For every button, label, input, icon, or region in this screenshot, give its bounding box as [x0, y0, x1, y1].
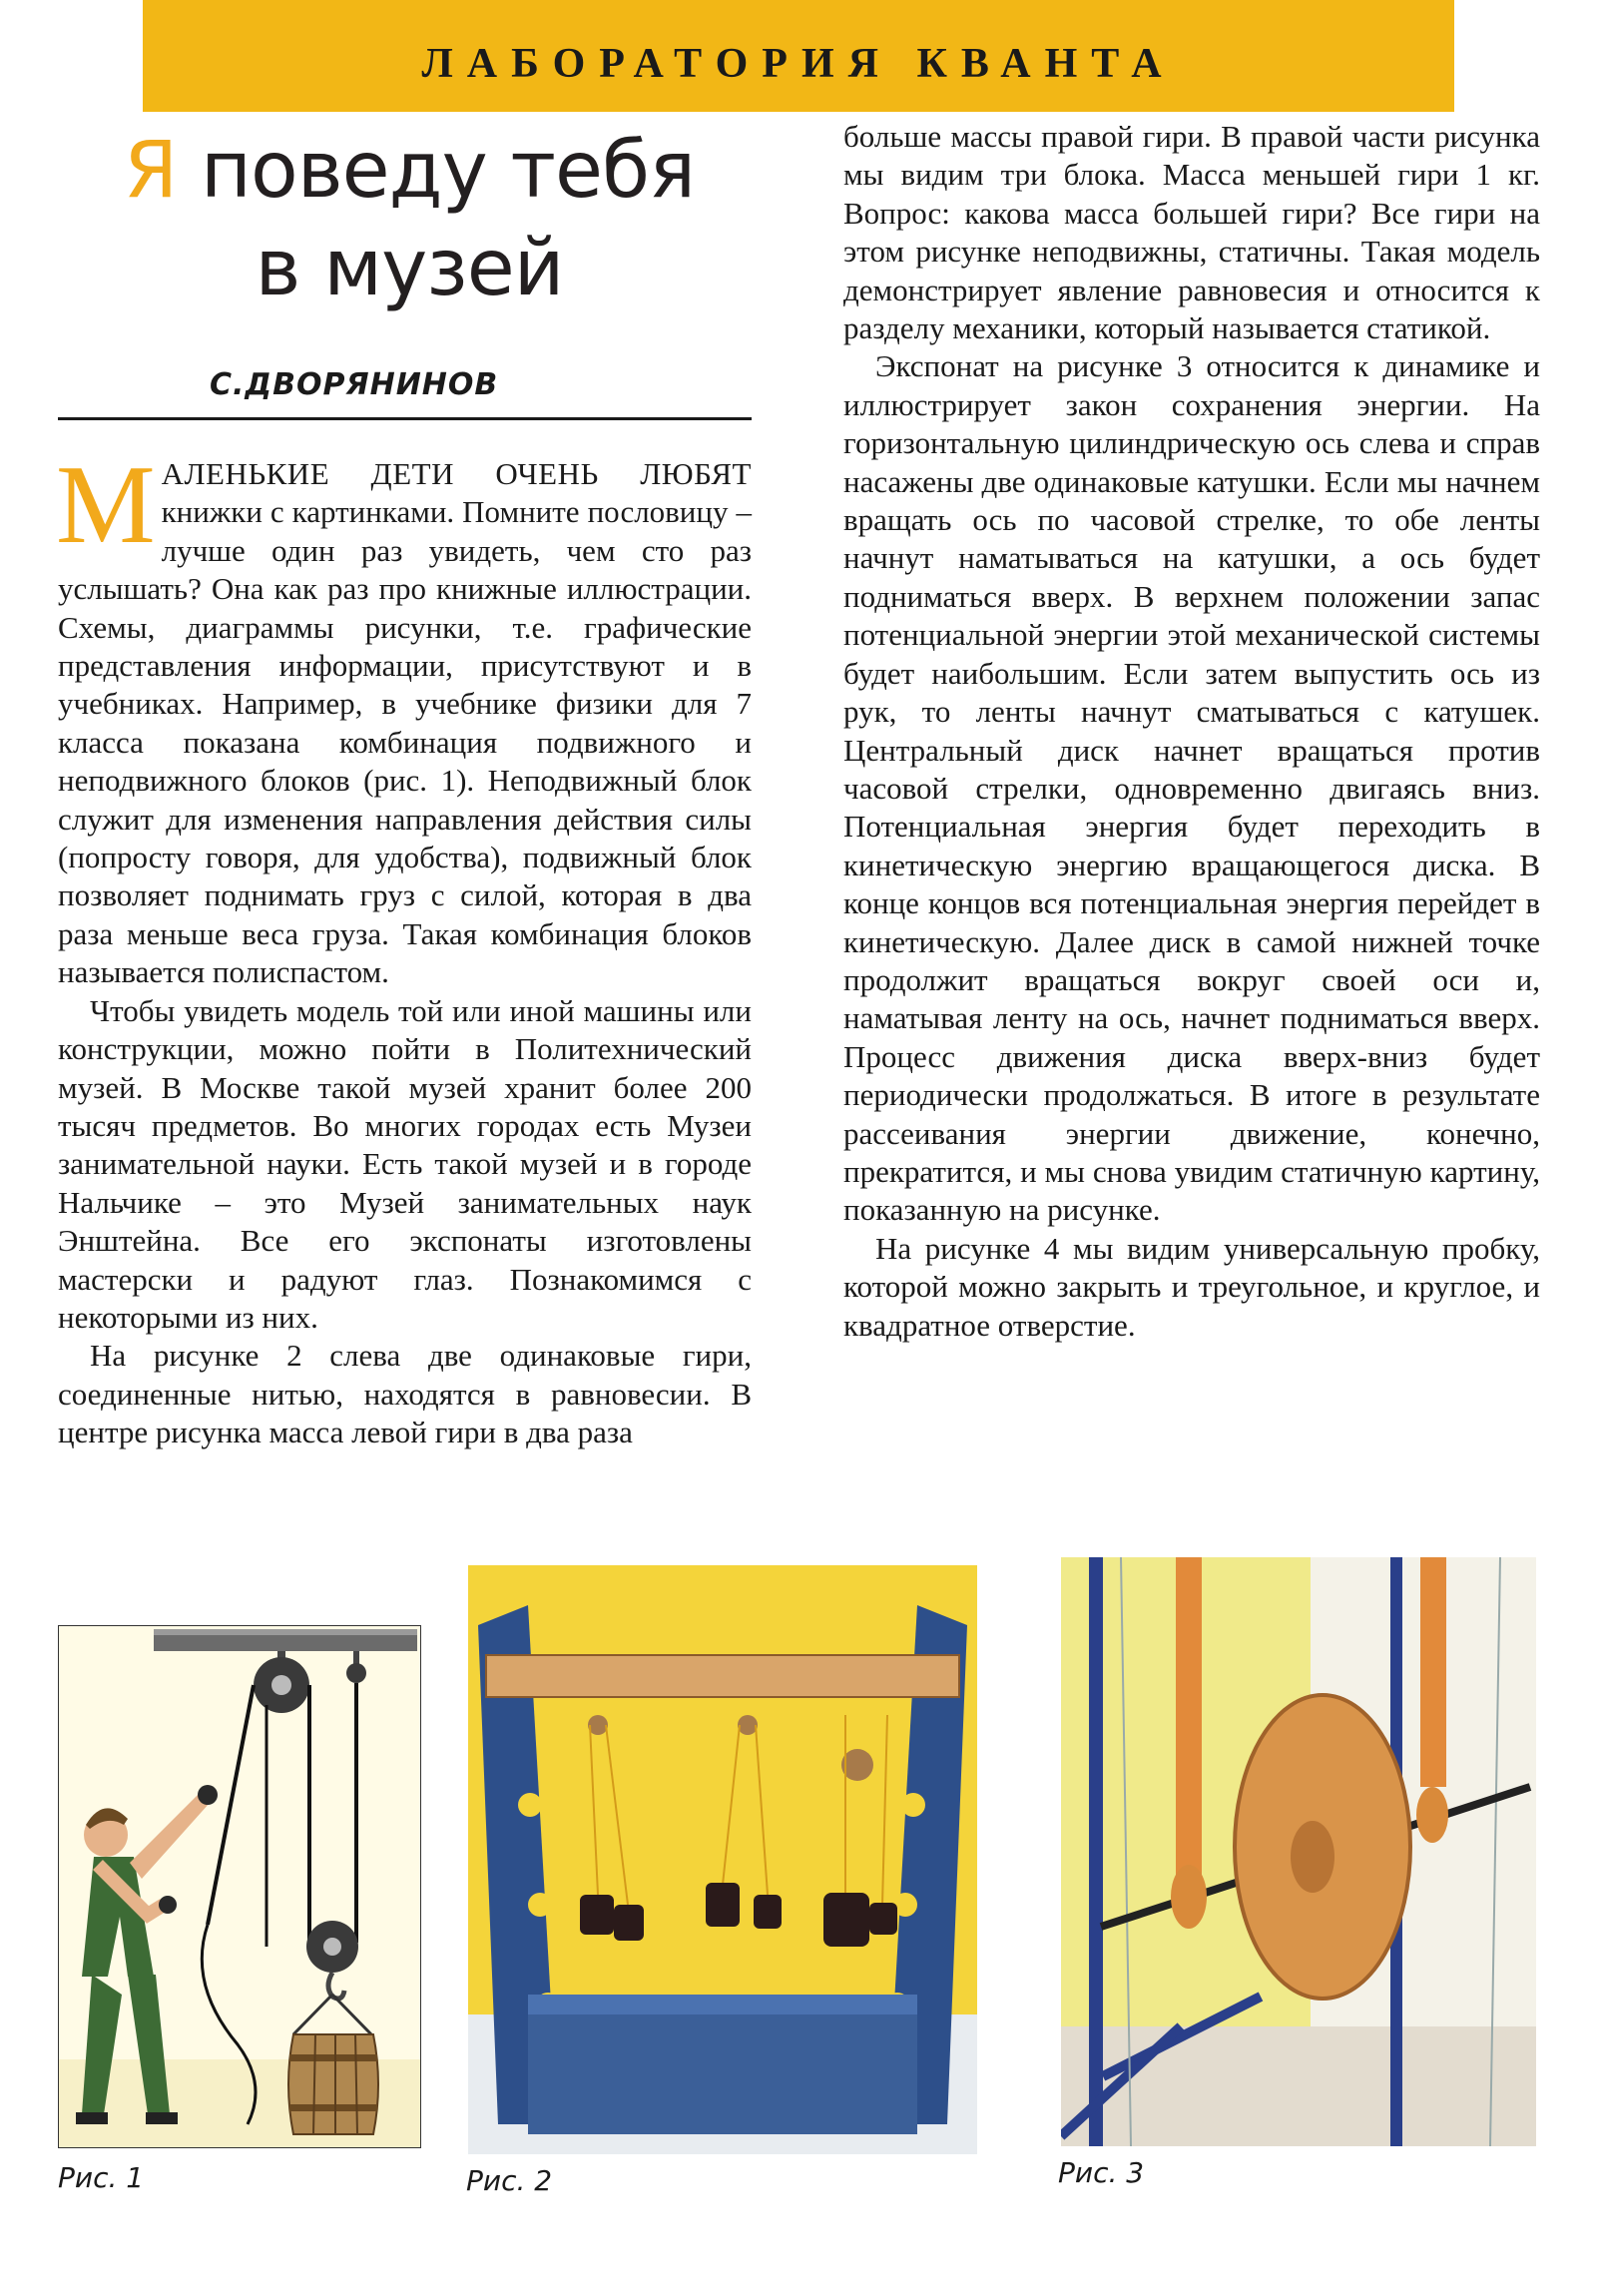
article-title: [70, 122, 749, 317]
paragraph-fig2-end: больше массы правой гири. В правой части рисунка мы видим три блока. Масса меньшей гири 1 кг. Вопрос: какова масса большей гири? Все гири на этом рисунке неподвижны, статичны. Такая модель демонстрирует явление равновесия и относится к разделу механики, который называется статикой.: [843, 119, 1540, 346]
section-header-band: [143, 0, 1454, 112]
figure-3-caption: Рис. 3: [1058, 2156, 1145, 2189]
title-line1: поведу тебя: [177, 126, 695, 216]
figure-3-maxwell-wheel-photo: [1061, 1557, 1536, 2146]
section-title: ЛАБОРАТОРИЯ КВАНТА: [421, 41, 1176, 87]
figure-2-weights-photo: [468, 1565, 977, 2154]
intro-text: книжки с картинками. Помните пословицу – лучше один раз увидеть, чем сто раз услышать? Она как раз про книжные иллюстрации. Схемы, диаграммы рисунки, т.е. графические представления информации, присутствуют и в учебниках. Например, в учебнике физики для 7 класса показана комбинация подвижного и неподвижного блоков (рис. 1). Неподвижный блок служит для изменения направления действия силы (попросту говоря, для удобства), подвижный блок позволяет поднимать груз с силой, которая в два раза меньше веса груза. Такая комбинация блоков называется полиспастом.: [58, 494, 752, 990]
figure-1-pulley-illustration: [58, 1625, 421, 2148]
title-divider: [58, 417, 752, 420]
title-line2: в музей: [255, 224, 564, 313]
paragraph-museum: Чтобы увидеть модель той или иной машины или конструкции, можно пойти в Политехнический музей. В Москве такой музей хранит более 200 тысяч предметов. Во многих городах есть Музеи занимательной науки. Есть такой музей и в городе Нальчике – это Музей занимательных наук Энштейна. Все его экспонаты изготовлены мастерски и радуют глаз. Познакомимся с некоторыми из них.: [58, 992, 752, 1335]
text-column-right: [843, 118, 1540, 1345]
paragraph-fig2-start: На рисунке 2 слева две одинаковые гири, соединенные нитью, находятся в равновесии. В центре рисунка масса левой гири в два раза: [58, 1338, 752, 1450]
figure-2-caption: Рис. 2: [466, 2164, 553, 2197]
paragraph-fig4: На рисунке 4 мы видим универсальную пробку, которой можно закрыть и треугольное, и круглое, и квадратное отверстие.: [843, 1230, 1540, 1343]
drop-cap: М: [56, 443, 156, 567]
article-author: С.ДВОРЯНИНОВ: [210, 367, 499, 402]
paragraph-fig3: Экспонат на рисунке 3 относится к динамике и иллюстрирует закон сохранения энергии. На горизонтальную цилиндрическую ось слева и справ насажены две одинаковые катушки. Если мы начнем вращать ось по часовой стрелке, то обе ленты начнут наматываться на катушки, а ось будет подниматься вверх. В верхнем положении запас потенциальной энергии этой механической системы будет наибольшим. Если затем выпустить ось из рук, то ленты начнут сматываться с катушек. Центральный диск начнет вращаться против часовой стрелки, одновременно двигаясь вниз. Потенциальная энергия будет переходить в кинетическую энергию вращающегося диска. В конце концов вся потенциальная энергия перейдет в кинетическую. Далее диск в самой нижней точке продолжит вращаться вокруг своей оси и, наматывая ленту на ось, начнет подниматься вверх. Процесс движения диска вверх-вниз будет периодически продолжаться. В итоге в результате рассеивания энергии движение, конечно, прекратится, и мы снова увидим статичную картину, показанную на рисунке.: [843, 348, 1540, 1228]
text-column-left: [56, 443, 752, 1452]
title-accent-letter: Я: [123, 126, 178, 216]
figure-1-caption: Рис. 1: [58, 2161, 145, 2194]
intro-caps: АЛЕНЬКИЕ ДЕТИ ОЧЕНЬ ЛЮБЯТ: [161, 456, 752, 491]
paragraph-intro: [56, 443, 752, 992]
